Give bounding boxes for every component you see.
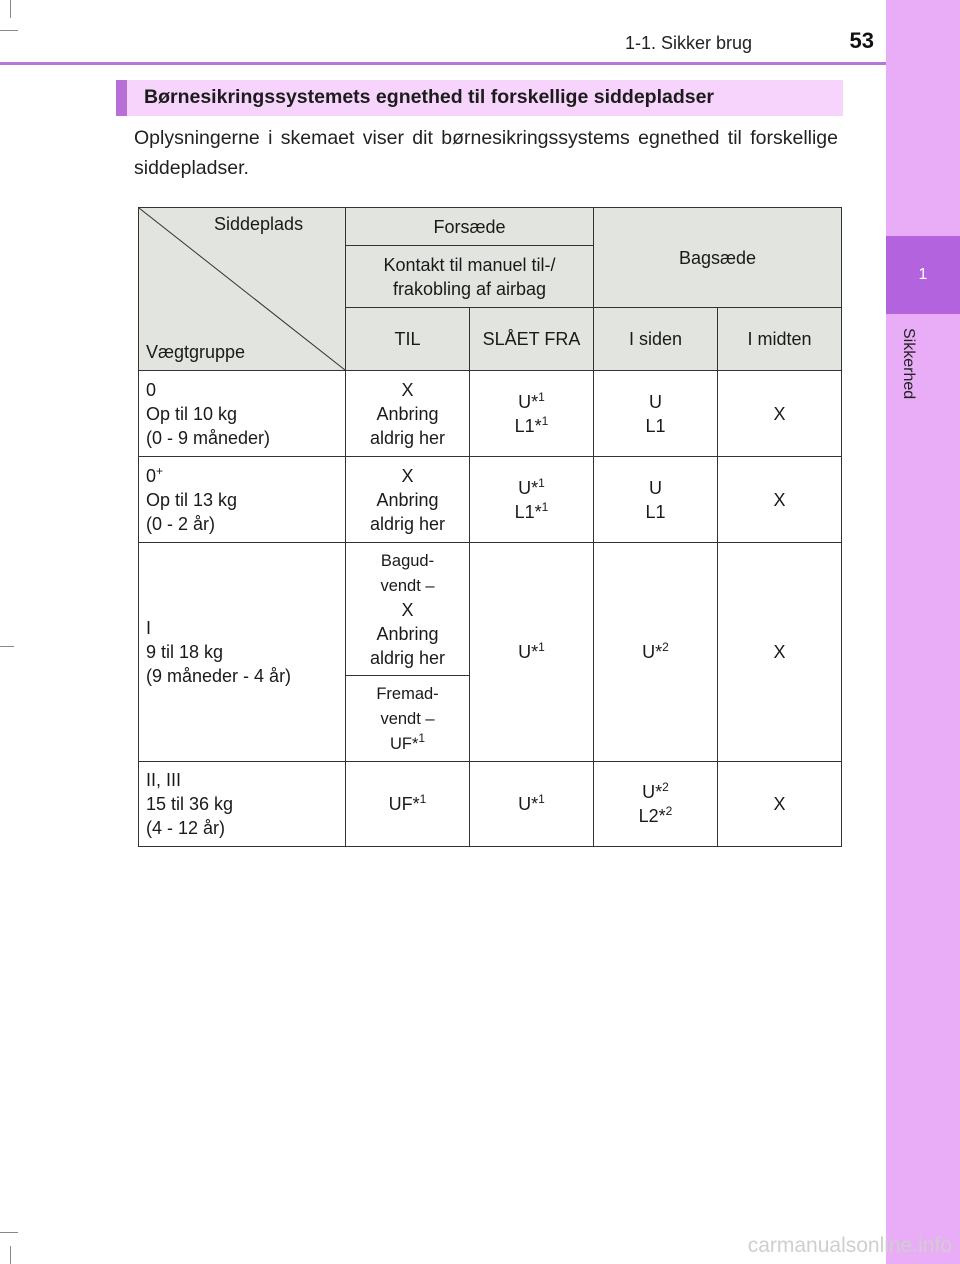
table-row bbox=[139, 457, 842, 543]
rear-side-header: I siden bbox=[594, 308, 718, 371]
airbag-off-cell: U*$^1$ L1*$^1$ bbox=[470, 457, 594, 543]
crop-mark bbox=[10, 1246, 11, 1264]
corner-header bbox=[139, 208, 346, 371]
airbag-off-cell: U*$^1$ bbox=[470, 543, 594, 762]
airbag-on-rearward-cell: Bagud- vendt – X Anbring aldrig her bbox=[346, 543, 470, 676]
header-divider bbox=[0, 62, 886, 65]
crop-mark bbox=[0, 646, 14, 647]
airbag-on-cell: X Anbring aldrig her bbox=[346, 371, 470, 457]
crop-mark bbox=[0, 1232, 18, 1233]
weight-group-cell: 0 Op til 10 kg (0 - 9 måneder) bbox=[139, 371, 346, 457]
airbag-off-header: SLÅET FRA bbox=[470, 308, 594, 371]
rear-side-cell: U*$^2$ bbox=[594, 543, 718, 762]
weight-group-cell: I 9 til 18 kg (9 måneder - 4 år) bbox=[139, 543, 346, 762]
chapter-label: Sikkerhed bbox=[900, 328, 917, 400]
airbag-on-cell: UF*$^1$ bbox=[346, 762, 470, 847]
section-heading-text: Børnesikringssystemets egnethed til forskellige siddepladser bbox=[144, 86, 715, 108]
rear-middle-cell: X bbox=[718, 371, 842, 457]
crop-mark bbox=[0, 30, 18, 31]
suitability-table bbox=[138, 207, 842, 847]
watermark: carmanualsonline.info bbox=[747, 1234, 952, 1257]
rear-seat-header: Bagsæde bbox=[594, 208, 842, 308]
airbag-on-header: TIL bbox=[346, 308, 470, 371]
airbag-switch-header: Kontakt til manuel til-/ frakobling af airbag bbox=[346, 246, 594, 308]
table-row bbox=[139, 543, 842, 676]
section-heading bbox=[116, 80, 843, 116]
table-row bbox=[139, 371, 842, 457]
rear-middle-cell: X bbox=[718, 457, 842, 543]
corner-weight-label: Vægtgruppe bbox=[146, 342, 246, 362]
rear-side-cell: U*$^2$ L2*$^2$ bbox=[594, 762, 718, 847]
airbag-on-forward-cell: Fremad- vendt – UF*$^1$ bbox=[346, 676, 470, 762]
rear-middle-header: I midten bbox=[718, 308, 842, 371]
side-tab-strip bbox=[886, 0, 960, 1264]
weight-group-cell: 0+ Op til 13 kg (0 - 2 år) bbox=[139, 457, 346, 543]
crop-mark bbox=[10, 0, 11, 18]
rear-side-cell: U L1 bbox=[594, 371, 718, 457]
chapter-tab[interactable]: 1 bbox=[886, 236, 960, 314]
rear-middle-cell: X bbox=[718, 543, 842, 762]
table-row bbox=[139, 762, 842, 847]
rear-side-cell: U L1 bbox=[594, 457, 718, 543]
intro-paragraph: Oplysningerne i skemaet viser dit børnesikringssystems egnethed til forskellige siddepladser. bbox=[134, 127, 838, 179]
airbag-off-cell: U*$^1$ L1*$^1$ bbox=[470, 371, 594, 457]
weight-group-cell: II, III 15 til 36 kg (4 - 12 år) bbox=[139, 762, 346, 847]
front-seat-header: Forsæde bbox=[346, 208, 594, 246]
airbag-off-cell: U*$^1$ bbox=[470, 762, 594, 847]
corner-seat-label: Siddeplads bbox=[214, 214, 304, 234]
section-title: 1-1. Sikker brug bbox=[624, 33, 752, 53]
page-number: 53 bbox=[849, 28, 874, 53]
rear-middle-cell: X bbox=[718, 762, 842, 847]
airbag-on-cell: X Anbring aldrig her bbox=[346, 457, 470, 543]
